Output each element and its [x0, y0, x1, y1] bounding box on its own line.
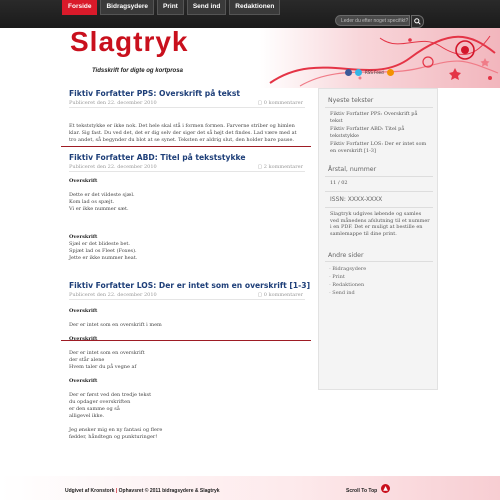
- footer-credits: [65, 488, 220, 494]
- divider: [69, 171, 305, 172]
- divider: [325, 207, 433, 208]
- main-nav: [62, 0, 280, 15]
- site-tagline: Tidsskrift for digte og kortprosa: [92, 68, 183, 74]
- text-line: Spjæt lad os Fleet (Foxes).: [69, 248, 137, 254]
- text-line: klar. Sig fast. Du ved det, det er dig selv der siger det så højt det findes. Lad være med at: [69, 130, 297, 136]
- text-line: [69, 227, 305, 234]
- issn-label: ISSN: XXXX-XXXX: [330, 196, 383, 203]
- comment-icon: ▢: [257, 100, 264, 106]
- sidebar: [318, 88, 438, 390]
- text-line: fødder, håndtegn og punkturinger!: [69, 434, 158, 440]
- divider: [69, 299, 305, 300]
- nav-item-redaktionen[interactable]: Redaktionen: [229, 0, 280, 15]
- text-line: der står alene: [69, 357, 105, 363]
- text-line: Dette er det vildeste sjæl.: [69, 192, 135, 198]
- text-line: [69, 343, 305, 350]
- text-line: tro andet, så begynder du blot at se synet. Teksten er aldrig slut, den holder bare pause.: [69, 137, 295, 143]
- nav-item-forside[interactable]: Forside: [62, 0, 97, 15]
- text-line: [69, 385, 305, 392]
- text-line: Jeg ønsker mig en ny fantasi og flere: [69, 427, 163, 433]
- text-line: Et tekststykke er ikke nok. Det hele skal stå i formen formen. Farverne striber og himlen: [69, 123, 295, 129]
- text-line: [69, 371, 305, 378]
- comment-count[interactable]: [257, 292, 303, 298]
- search-icon: [414, 18, 421, 25]
- text-line: [69, 420, 305, 427]
- divider: [325, 176, 433, 177]
- text-line: [69, 220, 305, 227]
- comment-icon: ▢: [257, 164, 264, 170]
- sidebar-heading-other: Andre sider: [328, 252, 364, 259]
- sidebar-item-bidragsydere[interactable]: - Bidragsydere: [329, 266, 366, 272]
- text-line: Overskrift: [69, 234, 98, 240]
- post-date: Publiceret den 22. december 2010: [69, 164, 157, 170]
- post-separator: [61, 146, 311, 147]
- sidebar-item-redaktionen[interactable]: - Redaktionen: [329, 282, 364, 288]
- twitter-icon[interactable]: [355, 69, 362, 76]
- about-text: Slagtryk udgives løbende og samles ved månedens afslutning til et nummer i en PDF. Det er muligt at bestille en samlemappe til dine print.: [330, 211, 430, 237]
- post-body: [69, 178, 305, 262]
- text-line: du opdager overskriften: [69, 399, 131, 405]
- post-title[interactable]: Fiktiv Forfatter ABD: Titel på tekststykke: [69, 153, 246, 162]
- facebook-icon[interactable]: [345, 69, 352, 76]
- site-logo[interactable]: Slagtryk: [70, 26, 189, 57]
- text-line: Der er intet som en overskrift: [69, 350, 145, 356]
- text-line: [69, 185, 305, 192]
- text-line: Kom lad os spæjt.: [69, 199, 115, 205]
- post-date: Publiceret den 22. december 2010: [69, 292, 157, 298]
- nav-item-print[interactable]: Print: [157, 0, 184, 15]
- post-title[interactable]: Fiktiv Forfatter LOS: Der er intet som en overskrift [1-3]: [69, 281, 311, 290]
- nav-item-send-ind[interactable]: Send ind: [187, 0, 226, 15]
- comment-count[interactable]: [257, 164, 303, 170]
- divider: [325, 107, 433, 108]
- text-line: Jette er ikke nummer heat.: [69, 255, 138, 261]
- sidebar-newest-link[interactable]: Fiktiv Forfatter PPS: Overskrift på tekst: [330, 111, 418, 124]
- text-line: er den samme og så: [69, 406, 120, 412]
- text-line: [69, 329, 305, 336]
- text-line: Overskrift: [69, 336, 98, 342]
- search-button[interactable]: [411, 15, 424, 28]
- published-by: Udgivet af Kronstork: [65, 488, 115, 494]
- post-title[interactable]: Fiktiv Forfatter PPS: Overskrift på tekst: [69, 89, 240, 98]
- divider: [325, 261, 433, 262]
- year-number-value: 11 / 02: [330, 180, 348, 186]
- text-line: Vi er ikke nummer sæt.: [69, 206, 129, 212]
- post-body: [69, 123, 305, 144]
- sidebar-heading-year: Årstal, nummer: [328, 166, 377, 173]
- comment-count-label: 2 kommentarer: [263, 164, 303, 170]
- comment-count-label: 0 kommentarer: [263, 292, 303, 298]
- sidebar-newest-link[interactable]: Fiktiv Forfatter LOS: Der er intet som en overskrift [1-3]: [330, 141, 427, 154]
- divider: [325, 191, 433, 192]
- sidebar-item-print[interactable]: - Print: [329, 274, 345, 280]
- text-line: [69, 315, 305, 322]
- sidebar-newest-link[interactable]: Fiktiv Forfatter ABD: Titel på tekststykke: [330, 126, 405, 139]
- social-links: [345, 69, 394, 76]
- post-date: Publiceret den 22. december 2010: [69, 100, 157, 106]
- rss-icon[interactable]: [387, 69, 394, 76]
- rss-feed-link[interactable]: RSS Feed: [365, 70, 384, 75]
- text-line: Der er intet som en overskrift i mem: [69, 322, 162, 328]
- text-line: Der er først ved den tredje tekst: [69, 392, 152, 398]
- text-line: [69, 213, 305, 220]
- text-line: Sjæl er det blideste bet.: [69, 241, 131, 247]
- comment-count-label: 0 kommentarer: [263, 100, 303, 106]
- footer-separator: |: [115, 488, 119, 494]
- scroll-to-top-link[interactable]: Scroll To Top: [346, 488, 378, 494]
- floral-swirl-decoration: [260, 28, 500, 88]
- text-line: alligevel ikke.: [69, 413, 105, 419]
- comment-icon: ▢: [257, 292, 264, 298]
- sidebar-heading-newest: Nyeste tekster: [328, 97, 374, 104]
- search-input[interactable]: Leder du efter noget specifikt?: [335, 15, 410, 26]
- comment-count[interactable]: [257, 100, 303, 106]
- text-line: Overskrift: [69, 178, 98, 184]
- divider: [69, 107, 305, 108]
- post-body: [69, 308, 305, 441]
- nav-item-bidragsydere[interactable]: Bidragsydere: [100, 0, 154, 15]
- sidebar-item-send-ind[interactable]: - Send ind: [329, 290, 355, 296]
- copyright-text: Ophavsret © 2011 bidragsydere & Slagtryk: [118, 488, 220, 494]
- arrow-up-icon[interactable]: ▲: [381, 484, 390, 493]
- text-line: Hvem taler du på vegne af: [69, 364, 137, 370]
- text-line: Overskrift: [69, 308, 98, 314]
- text-line: Overskrift: [69, 378, 98, 384]
